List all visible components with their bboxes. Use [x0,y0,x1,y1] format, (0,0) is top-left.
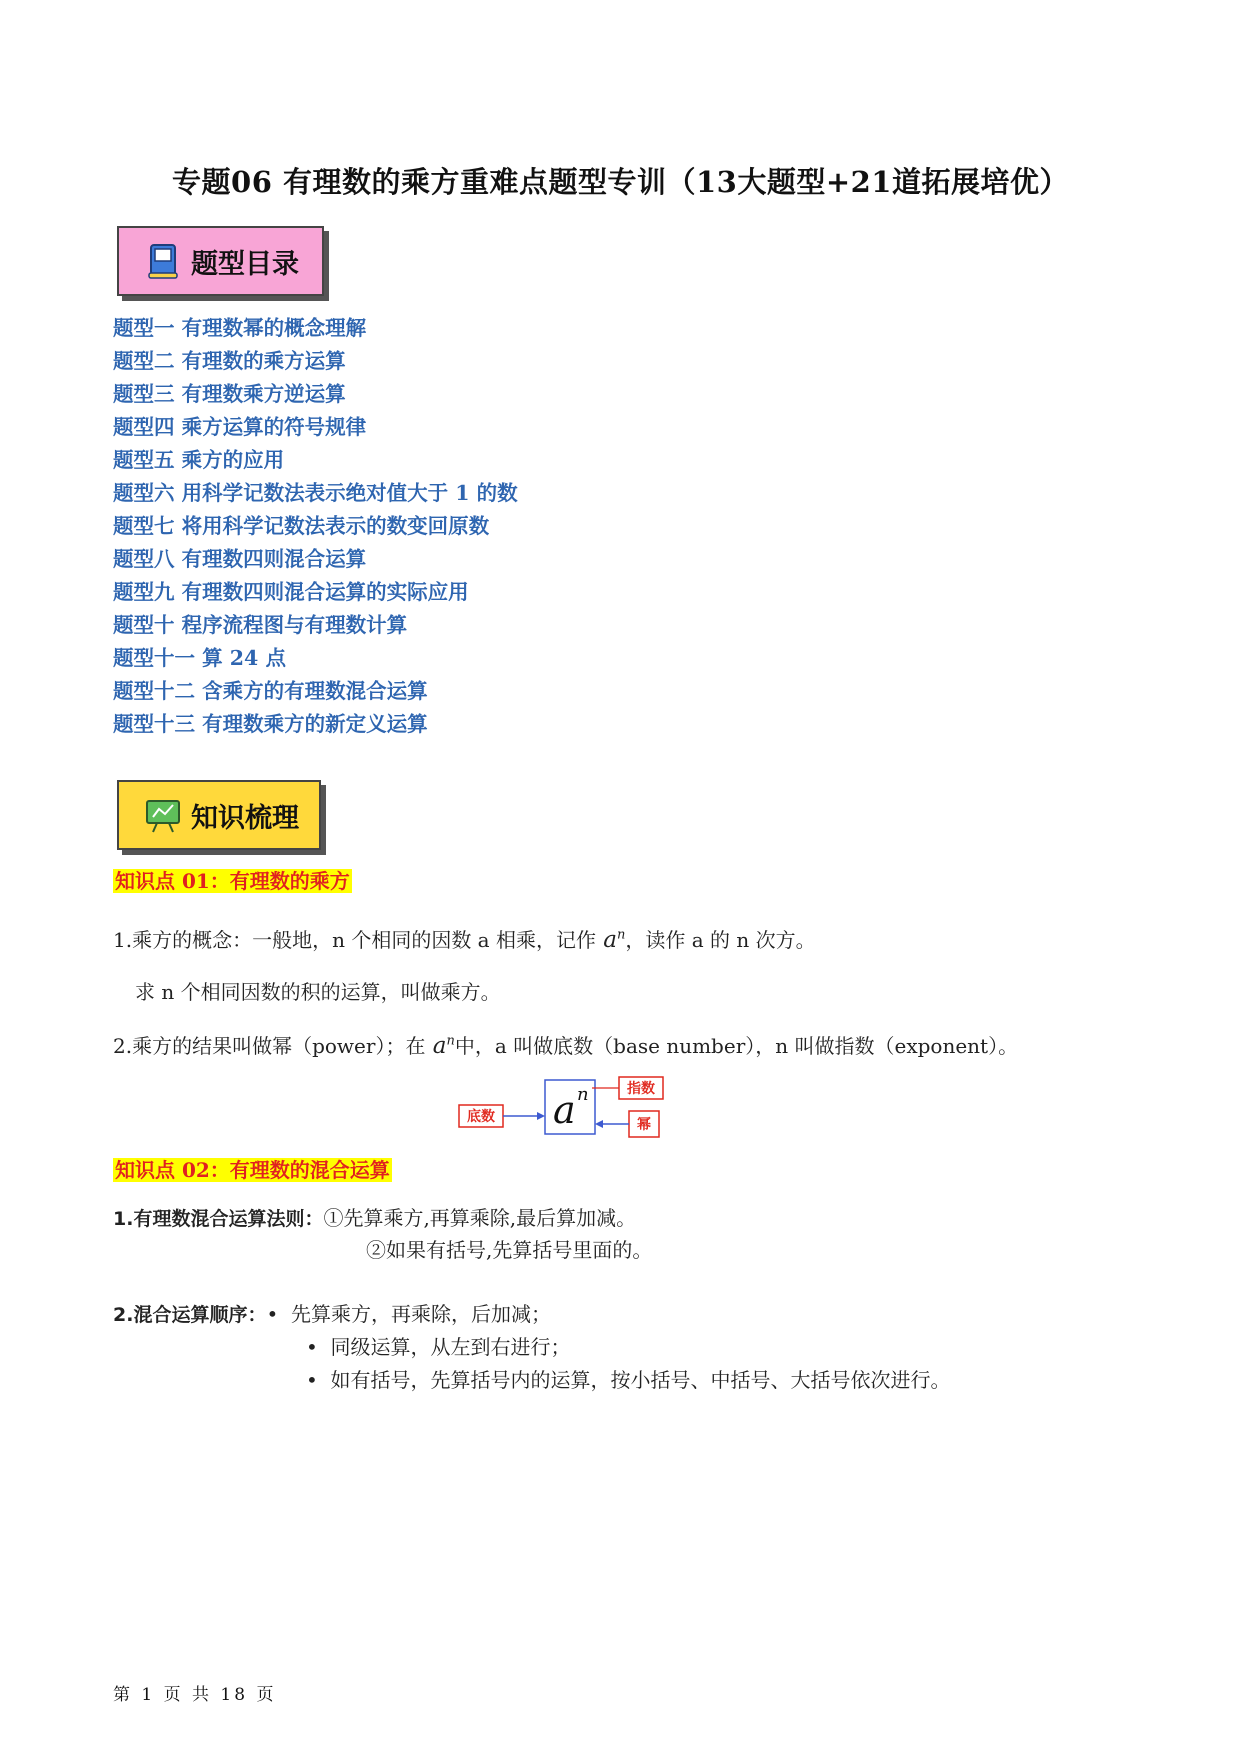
kp1-p3-text-end: 中，a 叫做底数（base number），n 叫做指数（exponent）。 [454,1034,1019,1058]
toc-item[interactable]: 题型一 有理数幂的概念理解 [113,316,367,340]
rule-1: ①先算乘方,再算乘除,最后算加减。 [323,1206,637,1230]
kp1-p1-text: 1.乘方的概念：一般地，n 个相同的因数 a 相乘，记作 [113,928,596,952]
rule-2: ②如果有括号,先算括号里面的。 [366,1238,653,1262]
kp1-paragraph-3 [113,1030,1018,1059]
blackboard-icon [145,795,181,835]
power-diagram [455,1075,675,1147]
rule-label: 1.有理数混合运算法则： [113,1208,324,1230]
base-arrowhead [537,1112,545,1120]
power-notation [425,1033,454,1059]
kp1-heading: 知识点 01：有理数的乘方 [115,869,350,893]
page-title: 专题06 有理数的乘方重难点题型专训（13大题型+21道拓展培优） [172,165,1069,199]
exponent-letter: n [617,927,626,943]
knowledge-banner-label: 知识梳理 [191,802,299,834]
toc-item[interactable]: 题型四 乘方运算的符号规律 [113,415,367,439]
kp1-paragraph-2: 求 n 个相同因数的积的运算，叫做乘方。 [135,980,501,1004]
toc-banner [117,226,324,296]
toc-banner-label: 题型目录 [191,248,299,280]
toc-item[interactable]: 题型七 将用科学记数法表示的数变回原数 [113,514,490,538]
diagram-exponent: n [577,1084,589,1105]
toc-item[interactable]: 题型十三 有理数乘方的新定义运算 [113,712,428,736]
toc-item[interactable]: 题型十一 算 24 点 [113,646,286,670]
power-notation [596,927,625,953]
base-letter: a [432,1033,447,1059]
toc-item[interactable]: 题型二 有理数的乘方运算 [113,349,346,373]
power-arrowhead [595,1120,603,1128]
kp2-order-line-1 [113,1298,551,1327]
base-letter: a [603,927,617,953]
kp2-heading: 知识点 02：有理数的混合运算 [115,1158,390,1182]
bullet: • [306,1335,331,1359]
bullet: • [266,1302,291,1326]
toc-item[interactable]: 题型六 用科学记数法表示绝对值大于 1 的数 [113,481,518,505]
book-icon [145,241,181,281]
kp1-heading-wrap [113,867,352,895]
base-label: 底数 [467,1109,495,1125]
power-label: 幂 [637,1117,651,1133]
kp2-order-line-3 [306,1364,951,1393]
kp2-rule-line-1 [113,1202,636,1231]
kp2-order-line-2 [306,1331,571,1360]
toc-item[interactable]: 题型十二 含乘方的有理数混合运算 [113,679,428,703]
exponent-letter: n [446,1033,455,1049]
kp1-p1-text-end: ，读作 a 的 n 次方。 [625,928,816,952]
kp1-paragraph-1 [113,924,816,953]
toc-item[interactable]: 题型五 乘方的应用 [113,448,285,472]
knowledge-banner [117,780,321,850]
toc-list [113,312,518,741]
order-item: 如有括号，先算括号内的运算，按小括号、中括号、大括号依次进行。 [330,1368,951,1392]
page-footer: 第 1 页 共 18 页 [113,1685,277,1705]
toc-item[interactable]: 题型三 有理数乘方逆运算 [113,382,346,406]
toc-item[interactable]: 题型八 有理数四则混合运算 [113,547,367,571]
order-item: 同级运算，从左到右进行； [330,1335,571,1359]
kp1-p3-text: 2.乘方的结果叫做幂（power）；在 [113,1034,426,1058]
kp2-heading-wrap [113,1156,392,1184]
order-item: 先算乘方，再乘除，后加减； [290,1302,551,1326]
toc-item[interactable]: 题型九 有理数四则混合运算的实际应用 [113,580,469,604]
toc-item[interactable]: 题型十 程序流程图与有理数计算 [113,613,408,637]
exponent-label: 指数 [627,1081,655,1097]
diagram-base: a [553,1088,576,1132]
bullet: • [306,1368,331,1392]
order-label: 2.混合运算顺序： [113,1304,267,1326]
